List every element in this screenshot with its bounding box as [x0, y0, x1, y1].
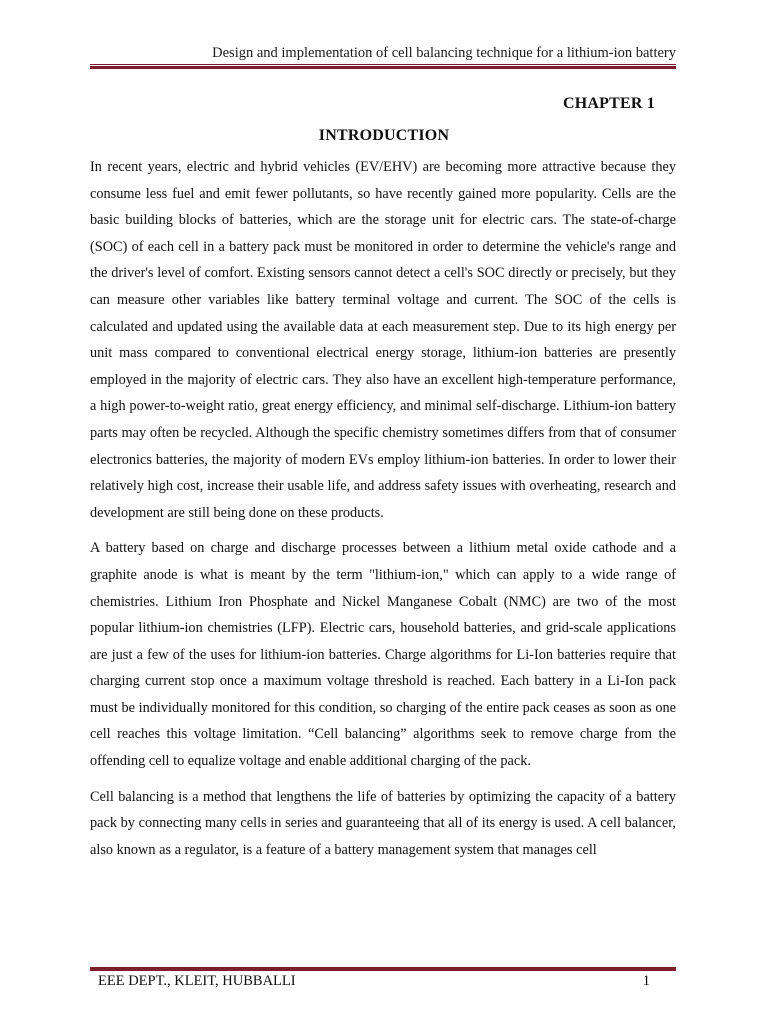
- paragraph: Cell balancing is a method that lengthens the life of batteries by optimizing the capacity of a battery pack by connecting many cells in series and guaranteeing that all of its energy is used. A cell balancer, also known as a regulator, is a feature of a battery management system that manages cell: [90, 788, 676, 858]
- header-rule: [90, 64, 676, 69]
- page-number: 1: [642, 973, 650, 989]
- chapter-title: INTRODUCTION: [318, 127, 450, 144]
- chapter-label: CHAPTER 1: [562, 95, 655, 112]
- paragraph: A battery based on charge and discharge processes between a lithium metal oxide cathode and a graphite anode is what is meant by the term "lithium-ion," which can apply to a wide range of chemistries. Lithium Iron Phosphate and Nickel Manganese Cobalt (NMC) are two of the most popular lithium-ion chemistries (LFP). Electric cars, household batteries, and grid-scale applications are just a few of the uses for lithium-ion batteries. Charge algorithms for Li-Ion batteries require that charging current stop once a maximum voltage threshold is reached. Each battery in a Li-Ion pack must be individually monitored for this condition, so charging of the entire pack ceases as soon as one cell reaches this voltage limitation. “Cell balancing” algorithms seek to remove charge from the offending cell to equalize voltage and enable additional charging of the pack.: [90, 540, 676, 770]
- paragraph: In recent years, electric and hybrid vehicles (EV/EHV) are becoming more attractive because they consume less fuel and emit fewer pollutants, so have recently gained more popularity. Cells are the basic building blocks of batteries, which are the storage unit for electric cars. The state-of-charge (SOC) of each cell in a battery pack must be monitored in order to determine the vehicle's range and the driver's level of comfort. Existing sensors cannot detect a cell's SOC directly or precisely, but they can measure other variables like battery terminal voltage and current. The SOC of the cells is calculated and updated using the available data at each measurement step. Due to its high energy per unit mass compared to conventional electrical energy storage, lithium-ion batteries are presently employed in the majority of electric cars. They also have an excellent high-temperature performance, a high power-to-weight ratio, great energy efficiency, and minimal self-discharge. Lithium-ion battery parts may often be recycled. Although the specific chemistry sometimes differs from that of consumer electronics batteries, the majority of modern EVs employ lithium-ion batteries. In order to lower their relatively high cost, increase their usable life, and address safety issues with overheating, research and development are still being done on these products.: [90, 159, 676, 521]
- footer-department: EEE DEPT., KLEIT, HUBBALLI: [98, 973, 296, 989]
- running-header: Design and implementation of cell balancing technique for a lithium-ion battery: [212, 45, 676, 61]
- body-text: [90, 154, 676, 872]
- footer-rule: [90, 966, 676, 971]
